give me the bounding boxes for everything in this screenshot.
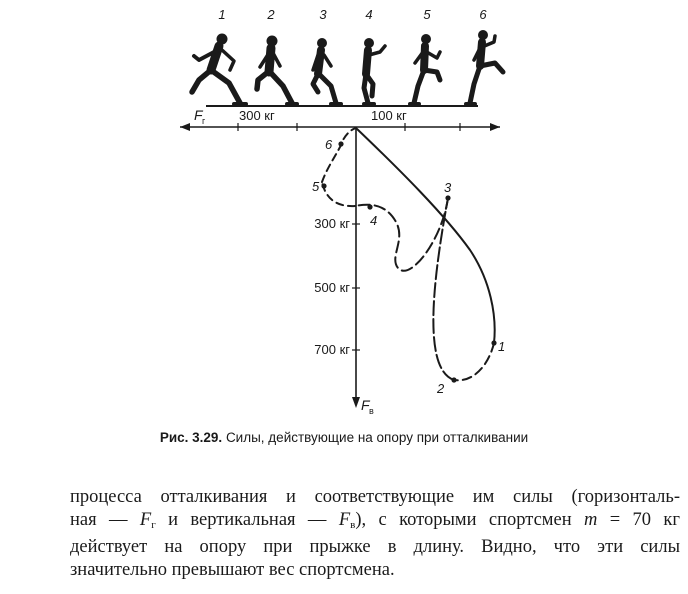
paragraph-line-2-part-d: = 70 кг <box>597 509 680 530</box>
horizontal-force-axis <box>180 123 500 131</box>
phase-number-6: 6 <box>479 7 487 22</box>
curve-point-2 <box>451 377 456 382</box>
athlete-figure-5 <box>410 34 440 104</box>
vertical-force-symbol: F <box>338 509 351 530</box>
curve-label-2: 2 <box>437 381 445 396</box>
phase-number-2: 2 <box>267 7 275 22</box>
curve-label-1: 1 <box>498 339 506 354</box>
body-paragraph <box>70 486 680 581</box>
curve-point-1 <box>491 340 496 345</box>
curve-segment-1-2 <box>454 343 494 380</box>
paragraph-line-2 <box>70 509 680 537</box>
horizontal-axis-label-left: 300 кг <box>239 108 275 123</box>
curve-segment-4-5 <box>322 182 355 206</box>
curve-label-5: 5 <box>312 179 320 194</box>
figure-caption <box>0 430 688 445</box>
curve-label-4: 4 <box>370 213 378 228</box>
phase-numbers <box>218 7 487 22</box>
horizontal-force-subscript: г <box>151 518 156 531</box>
paragraph-line-2-part-b: и вертикальная — <box>155 509 339 530</box>
phase-number-4: 4 <box>365 7 373 22</box>
horizontal-force-symbol: F <box>139 509 152 530</box>
athlete-figure-6 <box>466 30 503 104</box>
phase-number-5: 5 <box>423 7 431 22</box>
figure-caption-text: Силы, действующие на опору при отталкивании <box>225 430 529 445</box>
vertical-force-subscript: в <box>350 518 356 531</box>
vertical-axis-subscript: в <box>369 406 374 416</box>
paragraph-line-2-part-c: ), с которыми спортсмен <box>355 509 584 530</box>
vertical-axis-symbol: F <box>361 397 370 413</box>
phase-number-1: 1 <box>218 7 226 22</box>
vertical-force-axis <box>352 127 360 408</box>
athlete-figure-4 <box>364 38 385 104</box>
horizontal-axis-label-right: 100 кг <box>371 108 407 123</box>
curve-label-6: 6 <box>325 137 333 152</box>
mass-symbol: m <box>583 509 598 530</box>
figure-number: Рис. 3.29. <box>159 430 223 445</box>
vertical-axis-tick-700: 700 кг <box>314 342 350 357</box>
athlete-figure-3 <box>313 38 341 104</box>
vertical-axis-tick-500: 500 кг <box>314 280 350 295</box>
paragraph-line-3: действует на опору при прыжке в длину. Видно, что эти силы <box>70 537 680 557</box>
curve-point-3 <box>445 195 450 200</box>
horizontal-axis-symbol: F <box>194 107 203 123</box>
curve-point-4 <box>367 204 372 209</box>
athlete-figure-1 <box>192 34 246 105</box>
paragraph-line-1: процесса отталкивания и соответствующие им силы (горизонталь- <box>70 487 680 507</box>
curve-point-6 <box>338 141 343 146</box>
curve-label-3: 3 <box>444 180 452 195</box>
curve-point-5 <box>321 183 326 188</box>
phase-number-3: 3 <box>319 7 327 22</box>
athlete-figure-2 <box>257 36 297 105</box>
horizontal-axis-subscript: г <box>202 116 206 126</box>
vertical-axis-tick-300: 300 кг <box>314 216 350 231</box>
curve-segment-origin-1 <box>356 128 495 343</box>
paragraph-line-4: значительно превышают вес спортсмена. <box>70 559 395 580</box>
paragraph-line-2-part-a: ная — <box>70 509 140 530</box>
athlete-figures <box>192 30 503 104</box>
